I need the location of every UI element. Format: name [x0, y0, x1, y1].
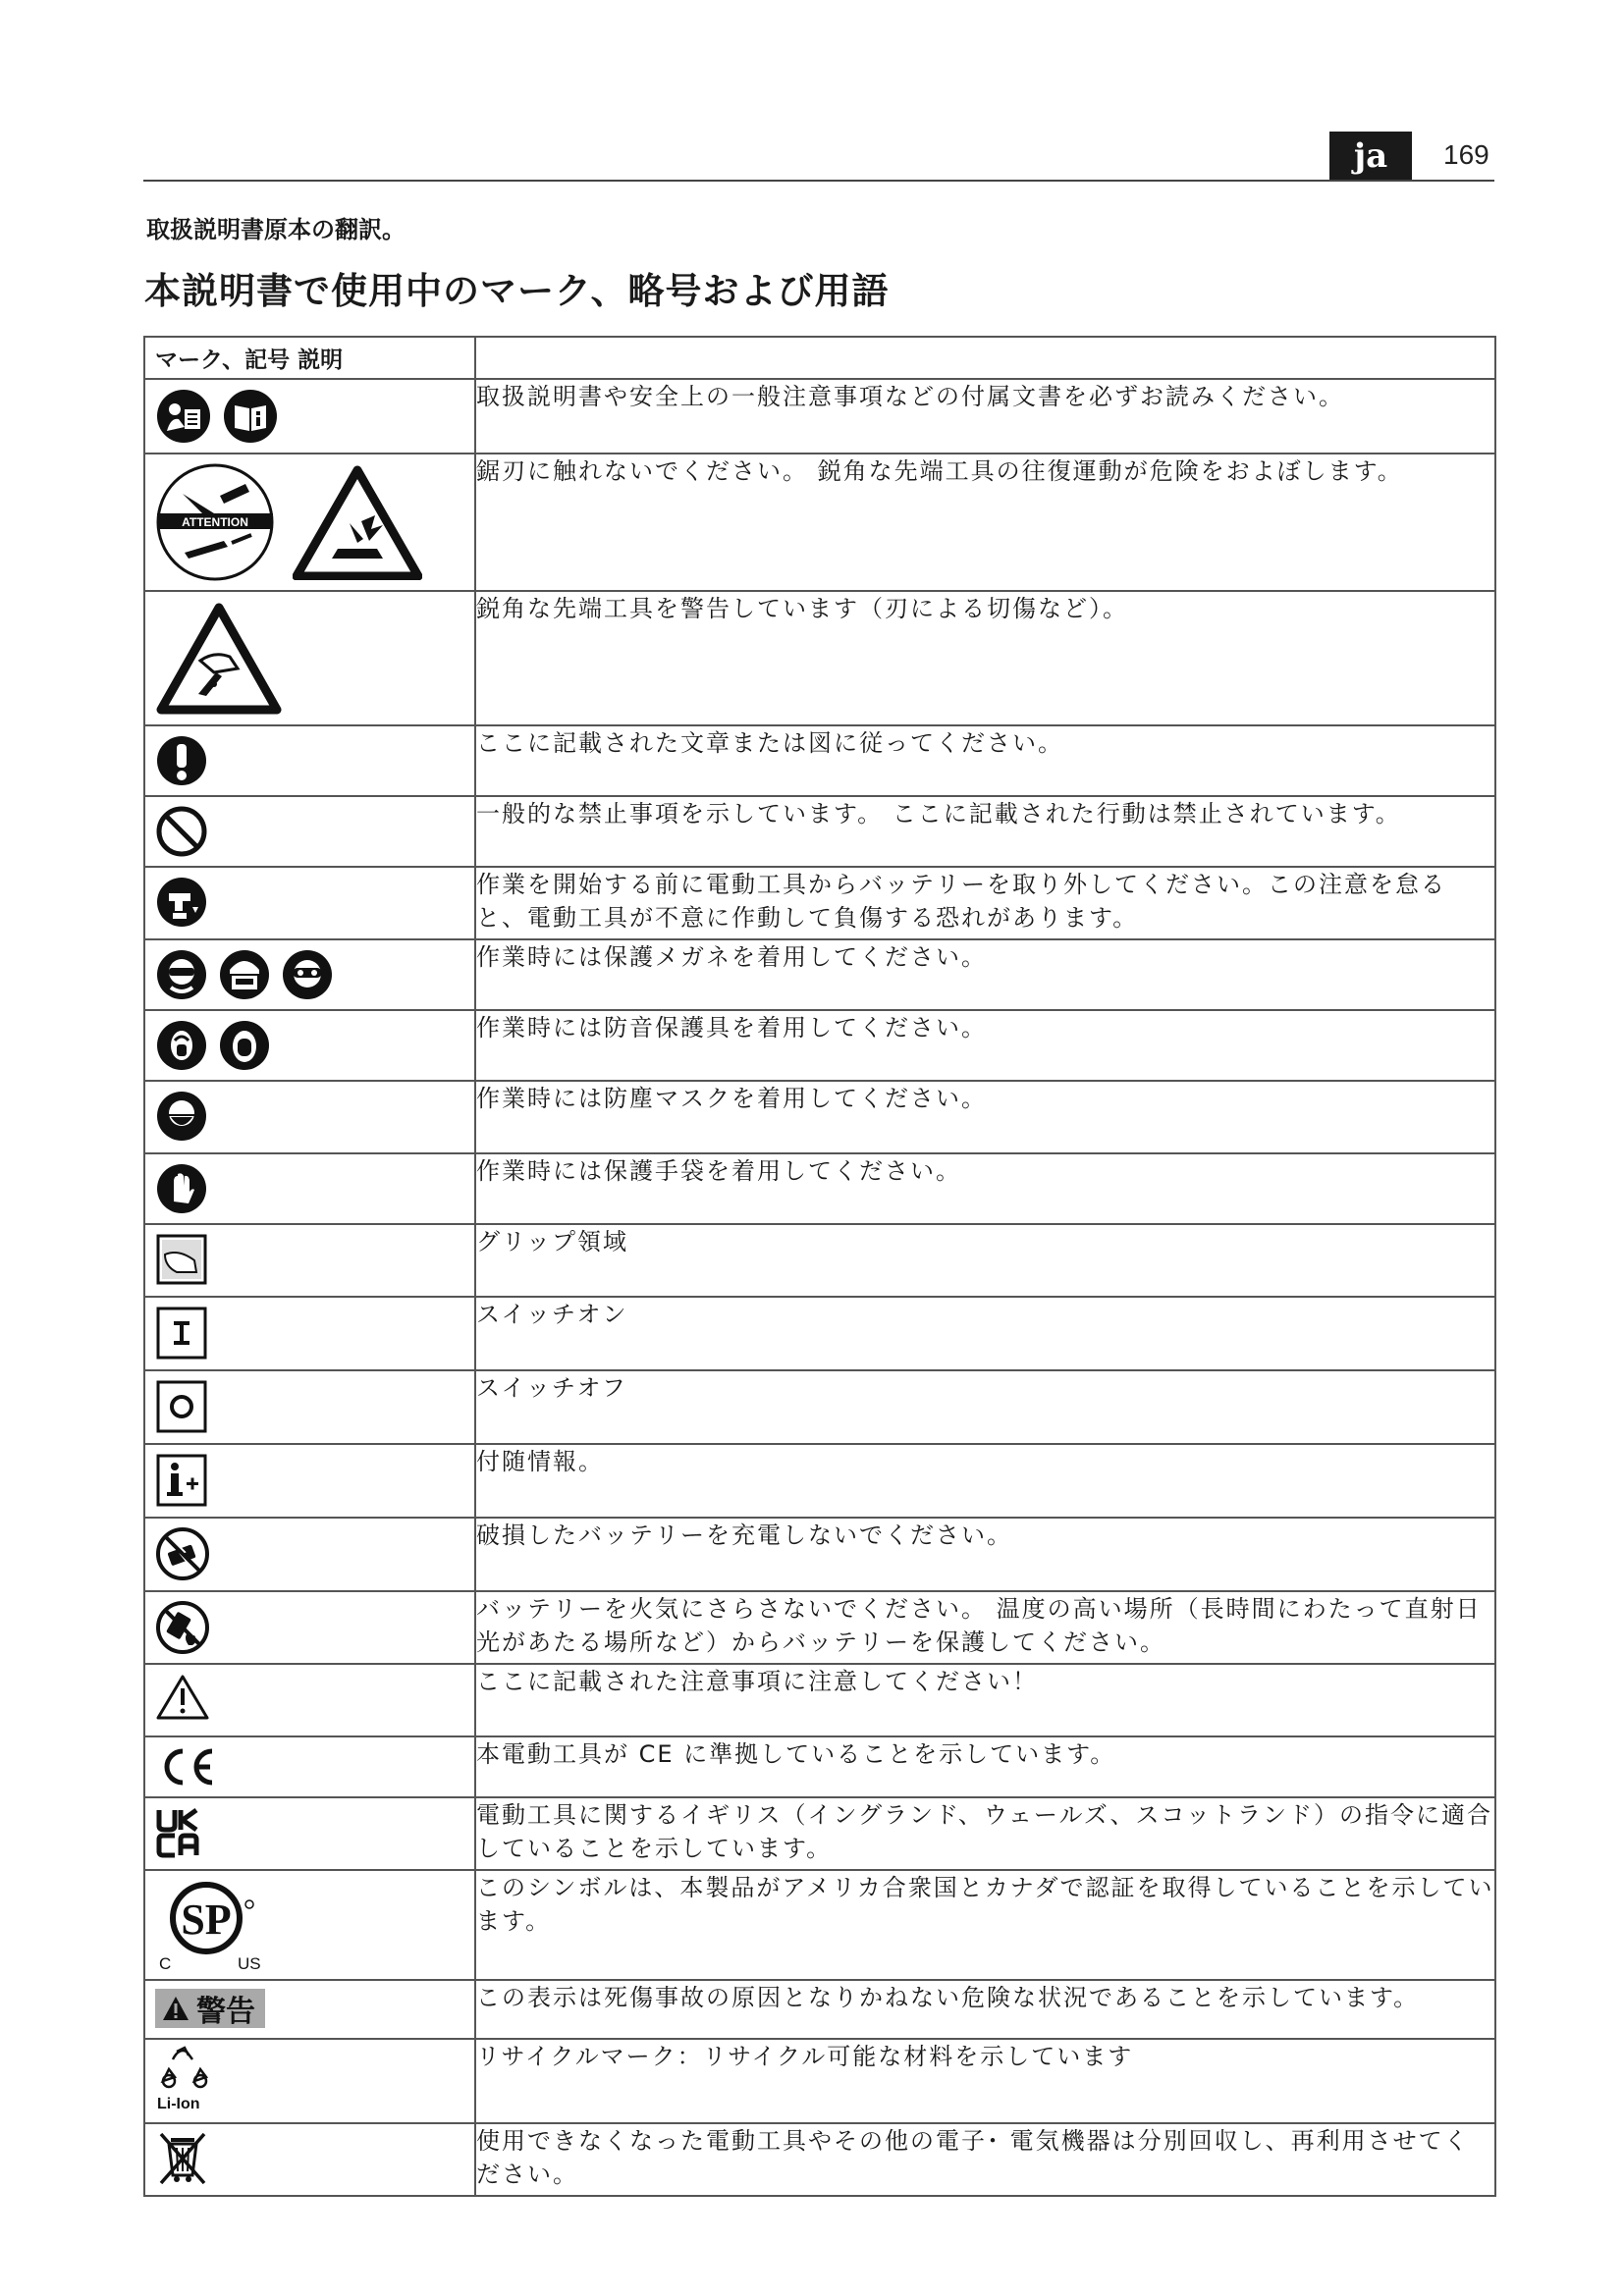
table-row — [144, 2123, 1495, 2196]
table-row — [144, 1980, 1495, 2039]
no-fire-battery-icon — [155, 1600, 210, 1655]
remove-battery-icon — [155, 876, 208, 929]
mandatory-exclamation-icon — [155, 734, 208, 787]
table-row — [144, 725, 1495, 796]
table-row — [144, 939, 1495, 1010]
weee-crossed-bin-icon — [155, 2130, 210, 2187]
table-header-empty — [475, 337, 1495, 379]
manual-book-icon — [222, 388, 279, 445]
table-row — [144, 1664, 1495, 1736]
table-row — [144, 1370, 1495, 1444]
svg-text:SP: SP — [181, 1896, 232, 1944]
sharp-tool-warning-icon — [293, 464, 422, 580]
table-row — [144, 454, 1495, 591]
switch-off-icon — [155, 1379, 208, 1434]
table-row — [144, 1870, 1495, 1980]
prohibition-icon — [155, 805, 208, 858]
table-row — [144, 1444, 1495, 1518]
attention-blade-icon — [155, 462, 275, 582]
recycle-li-ion-icon — [155, 2044, 214, 2114]
row-description: 使用できなくなった電動工具やその他の電子･ 電気機器は分別回収し、再利用させてください。 — [475, 2123, 1495, 2196]
ukca-mark-icon — [155, 1806, 200, 1859]
ear-protection-icon — [155, 1019, 208, 1072]
table-row — [144, 1010, 1495, 1081]
table-header-cell: マーク、記号 説明 — [144, 337, 475, 379]
language-tab: ja — [1329, 132, 1412, 181]
row-description: 破損したバッテリーを充電しないでください。 — [475, 1518, 1495, 1591]
row-description: 作業時には保護手袋を着用してください。 — [475, 1153, 1495, 1224]
row-description: 鋸刃に触れないでください。 鋭角な先端工具の往復運動が危険をおよぼします。 — [475, 454, 1495, 591]
csa-c-label: C — [159, 1954, 172, 1971]
goggles-icon — [281, 948, 334, 1001]
grip-area-icon — [155, 1233, 208, 1286]
table-row — [144, 867, 1495, 939]
row-description: 作業時には防塵マスクを着用してください。 — [475, 1081, 1495, 1153]
table-row — [144, 1297, 1495, 1370]
symbols-table — [143, 336, 1496, 2197]
page-number: 169 — [1443, 139, 1489, 170]
row-description: グリップ領域 — [475, 1224, 1495, 1297]
row-description: 本電動工具が CE に準拠していることを示しています。 — [475, 1736, 1495, 1797]
table-row — [144, 1797, 1495, 1870]
row-description: ここに記載された文章または図に従ってください。 — [475, 725, 1495, 796]
caution-triangle-icon — [155, 1673, 210, 1722]
protective-gloves-icon — [155, 1162, 208, 1215]
safety-glasses-icon — [155, 948, 208, 1001]
dust-mask-icon — [155, 1090, 208, 1143]
table-row — [144, 379, 1495, 454]
face-shield-icon — [218, 948, 271, 1001]
cut-hazard-warning-icon — [155, 600, 283, 716]
row-description: 取扱説明書や安全上の一般注意事項などの付属文書を必ずお読みください。 — [475, 379, 1495, 454]
row-description: 作業を開始する前に電動工具からバッテリーを取り外してください。この注意を怠ると、電動工具が不意に作動して負傷する恐れがあります。 — [475, 867, 1495, 939]
csa-us-label: US — [238, 1954, 261, 1971]
table-row — [144, 2039, 1495, 2123]
table-row — [144, 1081, 1495, 1153]
row-description: 一般的な禁止事項を示しています。 ここに記載された行動は禁止されています。 — [475, 796, 1495, 867]
additional-info-icon — [155, 1453, 208, 1508]
row-description: 作業時には保護メガネを着用してください。 — [475, 939, 1495, 1010]
table-row — [144, 1591, 1495, 1664]
warning-label-icon — [155, 1989, 265, 2028]
table-row — [144, 796, 1495, 867]
row-description: このシンボルは、本製品がアメリカ合衆国とカナダで認証を取得していることを示しています。 — [475, 1870, 1495, 1980]
row-description: 作業時には防音保護具を着用してください。 — [475, 1010, 1495, 1081]
table-row — [144, 1153, 1495, 1224]
row-description: 電動工具に関するイギリス（イングランド、ウェールズ、スコットランド）の指令に適合していることを示しています。 — [475, 1797, 1495, 1870]
page-title: 本説明書で使用中のマーク、略号および用語 — [144, 270, 890, 312]
table-header-row — [144, 337, 1495, 379]
table-row — [144, 1224, 1495, 1297]
ce-mark-icon — [155, 1745, 218, 1789]
li-ion-label: Li-Ion — [157, 2096, 200, 2112]
warning-label-text: 警告 — [196, 1995, 255, 2029]
ear-muffs-icon — [218, 1019, 271, 1072]
attention-text: ATTENTION — [182, 515, 248, 529]
table-row — [144, 1518, 1495, 1591]
row-description: リサイクルマーク：リサイクル可能な材料を示しています — [475, 2039, 1495, 2123]
row-description: スイッチオン — [475, 1297, 1495, 1370]
row-description: 鋭角な先端工具を警告しています（刃による切傷など）。 — [475, 591, 1495, 725]
header-rule — [143, 180, 1494, 182]
row-description: スイッチオフ — [475, 1370, 1495, 1444]
switch-on-icon — [155, 1306, 208, 1361]
row-description: 付随情報。 — [475, 1444, 1495, 1518]
warning-triangle-icon — [161, 1995, 190, 2022]
table-row — [144, 591, 1495, 725]
csa-mark-icon — [155, 1877, 273, 1971]
row-description: この表示は死傷事故の原因となりかねない危険な状況であることを示しています。 — [475, 1980, 1495, 2039]
no-charging-damaged-battery-icon — [155, 1526, 210, 1581]
row-description: ここに記載された注意事項に注意してください！ — [475, 1664, 1495, 1736]
table-row — [144, 1736, 1495, 1797]
read-manual-icon — [155, 388, 212, 445]
row-description: バッテリーを火気にさらさないでください。 温度の高い場所（長時間にわたって直射日光があたる場所など）からバッテリーを保護してください。 — [475, 1591, 1495, 1664]
translation-note: 取扱説明書原本の翻訳。 — [146, 216, 406, 243]
